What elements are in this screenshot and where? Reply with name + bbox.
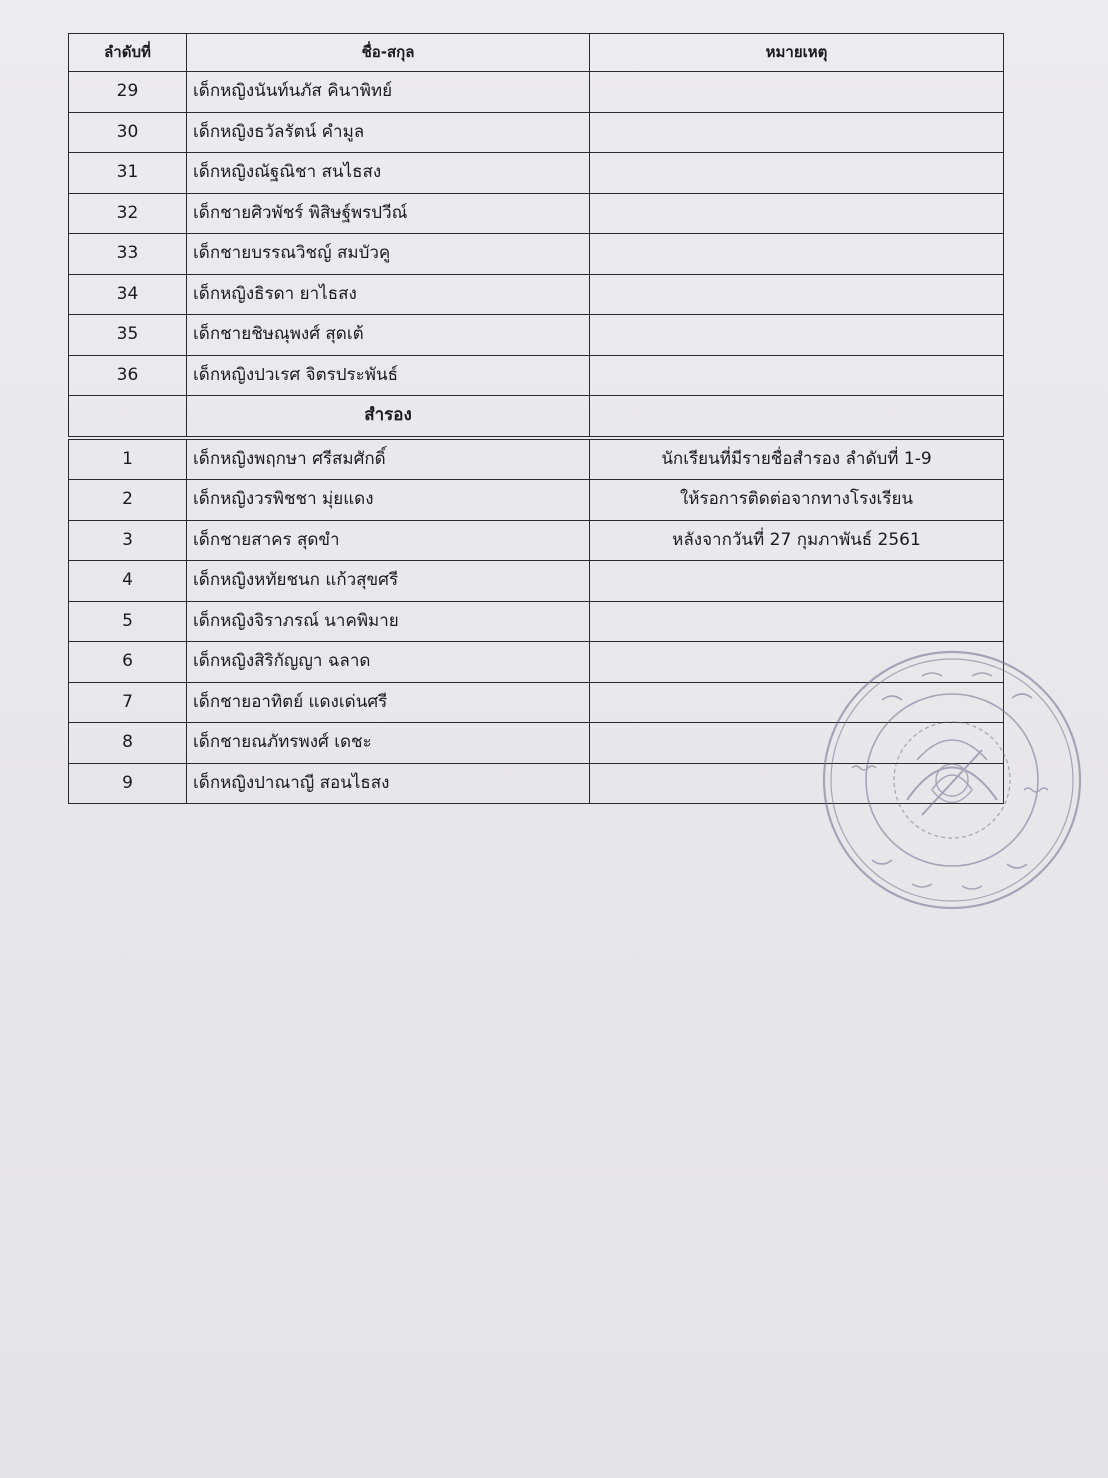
table-header-row — [69, 34, 1004, 72]
row-note — [590, 153, 1004, 194]
reserve-name: เด็กชายสาคร สุดขำ — [187, 520, 590, 561]
row-no: 34 — [69, 274, 187, 315]
reserve-name: เด็กหญิงจิราภรณ์ นาคพิมาย — [187, 601, 590, 642]
row-no: 36 — [69, 355, 187, 396]
section-no-empty — [69, 396, 187, 438]
reserve-row — [69, 682, 1004, 723]
reserve-name: เด็กชายอาทิตย์ แดงเด่นศรี — [187, 682, 590, 723]
header-note: หมายเหตุ — [590, 34, 1004, 72]
reserve-no: 3 — [69, 520, 187, 561]
reserve-note — [590, 642, 1004, 683]
row-note — [590, 112, 1004, 153]
reserve-name: เด็กหญิงวรพิชชา มุ่ยแดง — [187, 480, 590, 521]
row-name: เด็กหญิงณัฐณิชา สนไธสง — [187, 153, 590, 194]
reserve-no: 5 — [69, 601, 187, 642]
reserve-no: 7 — [69, 682, 187, 723]
student-list-table — [68, 33, 1004, 804]
row-name: เด็กชายบรรณวิชญ์ สมบัวคู — [187, 234, 590, 275]
row-no: 32 — [69, 193, 187, 234]
table-row — [69, 112, 1004, 153]
table-row — [69, 234, 1004, 275]
reserve-name: เด็กหญิงพฤกษา ศรีสมศักดิ์ — [187, 438, 590, 480]
reserve-no: 6 — [69, 642, 187, 683]
header-name: ชื่อ-สกุล — [187, 34, 590, 72]
row-no: 30 — [69, 112, 187, 153]
reserve-no: 9 — [69, 763, 187, 804]
row-note — [590, 274, 1004, 315]
reserve-name: เด็กหญิงปาณาญี สอนไธสง — [187, 763, 590, 804]
reserve-note — [590, 763, 1004, 804]
reserve-note — [590, 601, 1004, 642]
reserve-section-label: สำรอง — [187, 396, 590, 438]
row-name: เด็กชายชิษณุพงศ์ สุดเต้ — [187, 315, 590, 356]
reserve-row — [69, 642, 1004, 683]
row-note — [590, 193, 1004, 234]
reserve-no: 2 — [69, 480, 187, 521]
reserve-row — [69, 601, 1004, 642]
row-no: 31 — [69, 153, 187, 194]
reserve-note — [590, 682, 1004, 723]
row-no: 29 — [69, 72, 187, 113]
reserve-row — [69, 480, 1004, 521]
reserve-note: ให้รอการติดต่อจากทางโรงเรียน — [590, 480, 1004, 521]
reserve-no: 1 — [69, 438, 187, 480]
row-no: 35 — [69, 315, 187, 356]
row-name: เด็กหญิงปวเรศ จิตรประพันธ์ — [187, 355, 590, 396]
reserve-section-row — [69, 396, 1004, 438]
reserve-name: เด็กชายณภัทรพงศ์ เดชะ — [187, 723, 590, 764]
table-row — [69, 355, 1004, 396]
row-name: เด็กหญิงธิรดา ยาไธสง — [187, 274, 590, 315]
row-note — [590, 234, 1004, 275]
reserve-row — [69, 763, 1004, 804]
reserve-no: 8 — [69, 723, 187, 764]
reserve-note — [590, 723, 1004, 764]
reserve-row — [69, 520, 1004, 561]
reserve-note: นักเรียนที่มีรายชื่อสำรอง ลำดับที่ 1-9 — [590, 438, 1004, 480]
header-no: ลำดับที่ — [69, 34, 187, 72]
reserve-row — [69, 561, 1004, 602]
row-note — [590, 72, 1004, 113]
reserve-row — [69, 438, 1004, 480]
row-no: 33 — [69, 234, 187, 275]
reserve-name: เด็กหญิงหทัยชนก แก้วสุขศรี — [187, 561, 590, 602]
table-row — [69, 315, 1004, 356]
reserve-row — [69, 723, 1004, 764]
table-row — [69, 153, 1004, 194]
reserve-note — [590, 561, 1004, 602]
reserve-note: หลังจากวันที่ 27 กุมภาพันธ์ 2561 — [590, 520, 1004, 561]
table-row — [69, 193, 1004, 234]
row-name: เด็กหญิงนันท์นภัส คินาพิทย์ — [187, 72, 590, 113]
row-note — [590, 355, 1004, 396]
row-name: เด็กหญิงธวัลรัตน์ คำมูล — [187, 112, 590, 153]
table-row — [69, 72, 1004, 113]
section-note-empty — [590, 396, 1004, 438]
table-row — [69, 274, 1004, 315]
reserve-name: เด็กหญิงสิริกัญญา ฉลาด — [187, 642, 590, 683]
row-name: เด็กชายศิวพัชร์ พิสิษฐ์พรปวีณ์ — [187, 193, 590, 234]
reserve-no: 4 — [69, 561, 187, 602]
row-note — [590, 315, 1004, 356]
